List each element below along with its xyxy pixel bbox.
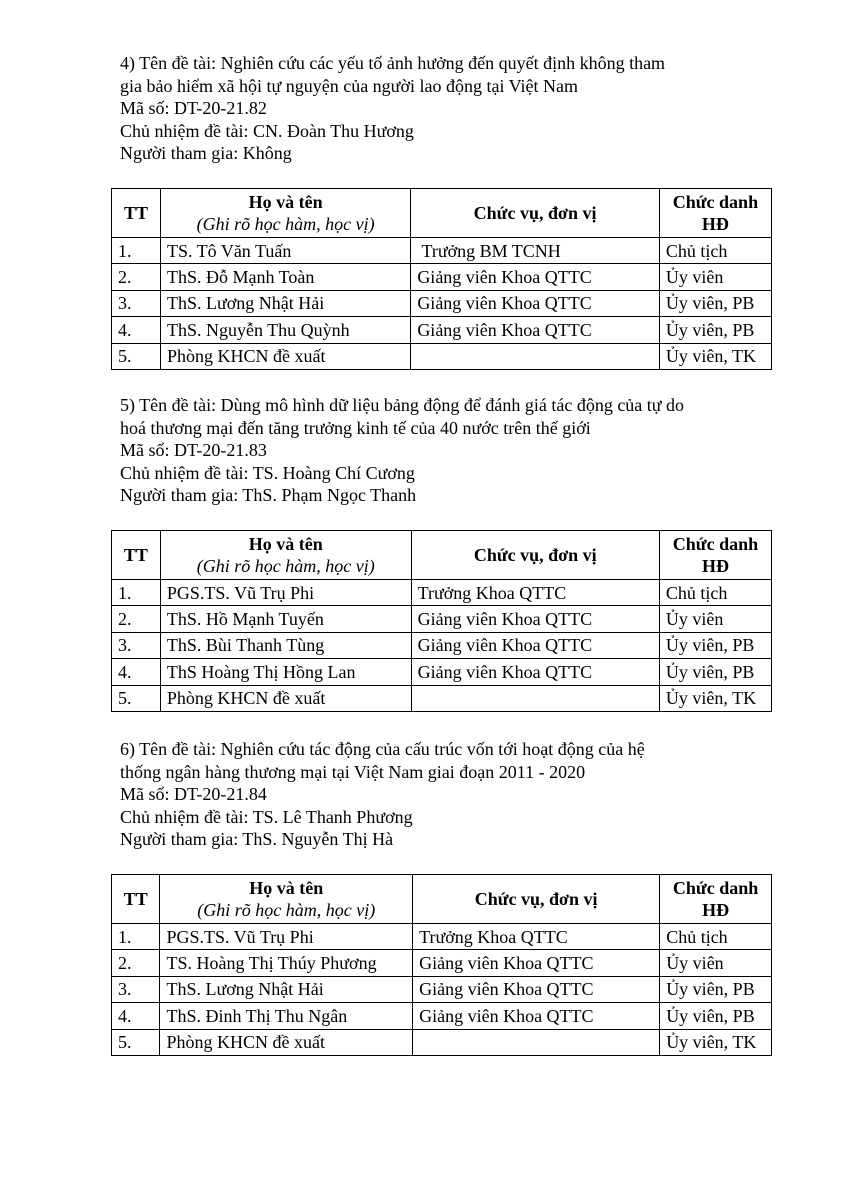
cell-position: Giảng viên Khoa QTTC (411, 290, 660, 316)
project-title-line2: thống ngân hàng thương mại tại Việt Nam giai đoạn 2011 - 2020 (120, 761, 586, 782)
header-role (660, 875, 772, 924)
cell-tt: 3. (112, 290, 161, 316)
table-header-row (112, 189, 772, 238)
cell-position: Giảng viên Khoa QTTC (411, 264, 660, 290)
project-leader: Chủ nhiệm đề tài: CN. Đoàn Thu Hương (120, 120, 414, 141)
project-leader: Chủ nhiệm đề tài: TS. Lê Thanh Phương (120, 806, 413, 827)
cell-name: TS. Hoàng Thị Thúy Phương (160, 950, 413, 976)
cell-role: Ủy viên, TK (659, 685, 771, 711)
cell-position (411, 343, 660, 369)
table-row (112, 343, 772, 369)
cell-tt: 2. (112, 950, 160, 976)
header-role-line1: Chức danh (672, 534, 759, 554)
cell-position (411, 685, 659, 711)
table-header-row (112, 531, 772, 580)
table-row (112, 264, 772, 290)
table-row (112, 317, 772, 343)
table-row (112, 976, 772, 1002)
header-role-line1: Chức danh (672, 192, 759, 212)
header-name (160, 875, 413, 924)
header-tt: TT (112, 531, 161, 580)
header-name-label: Họ và tên (248, 192, 323, 212)
council-table-5 (111, 530, 772, 712)
header-role-line2: HĐ (702, 900, 730, 920)
cell-name: Phòng KHCN đề xuất (160, 1029, 413, 1055)
cell-name: ThS. Lương Nhật Hải (160, 976, 413, 1002)
project-code: Mã số: DT-20-21.83 (120, 440, 267, 460)
header-role (659, 189, 771, 238)
cell-role: Ủy viên (660, 950, 772, 976)
cell-tt: 2. (112, 264, 161, 290)
council-table-4 (111, 188, 772, 370)
cell-tt: 5. (112, 685, 161, 711)
cell-name: ThS. Hồ Mạnh Tuyến (160, 606, 411, 632)
header-position: Chức vụ, đơn vị (411, 189, 660, 238)
project-code: Mã số: DT-20-21.82 (120, 98, 267, 118)
cell-name: PGS.TS. Vũ Trụ Phi (160, 924, 413, 950)
cell-tt: 3. (112, 976, 160, 1002)
header-role-line2: HĐ (701, 214, 729, 234)
header-tt: TT (112, 189, 161, 238)
header-name (160, 531, 411, 580)
cell-role: Ủy viên, PB (659, 290, 771, 316)
project-code: Mã số: DT-20-21.84 (120, 784, 267, 804)
header-name-note: (Ghi rõ học hàm, học vị) (197, 900, 376, 920)
table-row (112, 290, 772, 316)
cell-name: ThS. Nguyễn Thu Quỳnh (160, 317, 410, 343)
header-name-note: (Ghi rõ học hàm, học vị) (196, 214, 375, 234)
cell-tt: 4. (112, 317, 161, 343)
table-row (112, 606, 772, 632)
table-row (112, 685, 772, 711)
project-title-line2: hoá thương mại đến tăng trưởng kinh tế của 40 nước trên thế giới (120, 417, 591, 438)
cell-role: Ủy viên, PB (660, 1003, 772, 1029)
header-name-label: Họ và tên (248, 534, 323, 554)
cell-role: Ủy viên, PB (659, 317, 771, 343)
cell-name: ThS. Đỗ Mạnh Toàn (160, 264, 410, 290)
header-name-note: (Ghi rõ học hàm, học vị) (196, 556, 375, 576)
project-participants: Người tham gia: ThS. Nguyễn Thị Hà (120, 829, 394, 849)
cell-position: Giảng viên Khoa QTTC (413, 976, 660, 1002)
header-role-line1: Chức danh (672, 878, 759, 898)
cell-role: Ủy viên, TK (660, 1029, 772, 1055)
cell-role: Ủy viên (659, 606, 771, 632)
table-header-row (112, 875, 772, 924)
project-participants: Người tham gia: ThS. Phạm Ngọc Thanh (120, 485, 417, 505)
cell-role: Chủ tịch (659, 580, 771, 606)
cell-role: Chủ tịch (659, 238, 771, 264)
table-row (112, 580, 772, 606)
project-info-5 (120, 394, 772, 507)
cell-role: Ủy viên, PB (659, 632, 771, 658)
project-participants: Người tham gia: Không (120, 143, 292, 163)
table-row (112, 950, 772, 976)
table-row (112, 238, 772, 264)
project-title-line1: 4) Tên đề tài: Nghiên cứu các yếu tố ảnh hưởng đến quyết định không tham (120, 53, 666, 73)
cell-tt: 4. (112, 659, 161, 685)
cell-tt: 5. (112, 1029, 160, 1055)
cell-position: Trưởng Khoa QTTC (413, 924, 660, 950)
cell-position: Trưởng Khoa QTTC (411, 580, 659, 606)
cell-role: Chủ tịch (660, 924, 772, 950)
cell-role: Ủy viên, PB (659, 659, 771, 685)
header-position: Chức vụ, đơn vị (411, 531, 659, 580)
cell-tt: 1. (112, 238, 161, 264)
cell-tt: 5. (112, 343, 161, 369)
cell-name: ThS. Bùi Thanh Tùng (160, 632, 411, 658)
cell-name: Phòng KHCN đề xuất (160, 343, 410, 369)
cell-role: Ủy viên (659, 264, 771, 290)
cell-role: Ủy viên, TK (659, 343, 771, 369)
table-row (112, 1003, 772, 1029)
header-name-label: Họ và tên (249, 878, 324, 898)
project-info-4 (120, 52, 772, 165)
project-leader: Chủ nhiệm đề tài: TS. Hoàng Chí Cương (120, 462, 415, 483)
project-title-line1: 5) Tên đề tài: Dùng mô hình dữ liệu bảng động để đánh giá tác động của tự do (120, 395, 685, 415)
cell-name: TS. Tô Văn Tuấn (160, 238, 410, 264)
cell-position: Giảng viên Khoa QTTC (411, 659, 659, 685)
cell-position: Giảng viên Khoa QTTC (411, 317, 660, 343)
cell-name: ThS Hoàng Thị Hồng Lan (160, 659, 411, 685)
cell-tt: 4. (112, 1003, 160, 1029)
cell-position: Giảng viên Khoa QTTC (411, 632, 659, 658)
cell-tt: 1. (112, 580, 161, 606)
cell-position: Giảng viên Khoa QTTC (413, 1003, 660, 1029)
table-row (112, 924, 772, 950)
project-title-line1: 6) Tên đề tài: Nghiên cứu tác động của cấu trúc vốn tới hoạt động của hệ (120, 739, 645, 759)
table-row (112, 1029, 772, 1055)
table-row (112, 632, 772, 658)
project-title-line2: gia bảo hiểm xã hội tự nguyện của người lao động tại Việt Nam (120, 75, 579, 96)
cell-name: ThS. Đinh Thị Thu Ngân (160, 1003, 413, 1029)
cell-tt: 3. (112, 632, 161, 658)
project-info-6 (120, 738, 772, 851)
header-role (659, 531, 771, 580)
header-name (160, 189, 410, 238)
header-tt: TT (112, 875, 160, 924)
council-table-6 (111, 874, 772, 1056)
cell-position: Trưởng BM TCNH (411, 238, 660, 264)
cell-tt: 2. (112, 606, 161, 632)
cell-role: Ủy viên, PB (660, 976, 772, 1002)
table-row (112, 659, 772, 685)
cell-tt: 1. (112, 924, 160, 950)
cell-position: Giảng viên Khoa QTTC (413, 950, 660, 976)
header-position: Chức vụ, đơn vị (413, 875, 660, 924)
cell-position: Giảng viên Khoa QTTC (411, 606, 659, 632)
cell-name: Phòng KHCN đề xuất (160, 685, 411, 711)
header-role-line2: HĐ (701, 556, 729, 576)
cell-name: PGS.TS. Vũ Trụ Phi (160, 580, 411, 606)
cell-position (413, 1029, 660, 1055)
cell-name: ThS. Lương Nhật Hải (160, 290, 410, 316)
